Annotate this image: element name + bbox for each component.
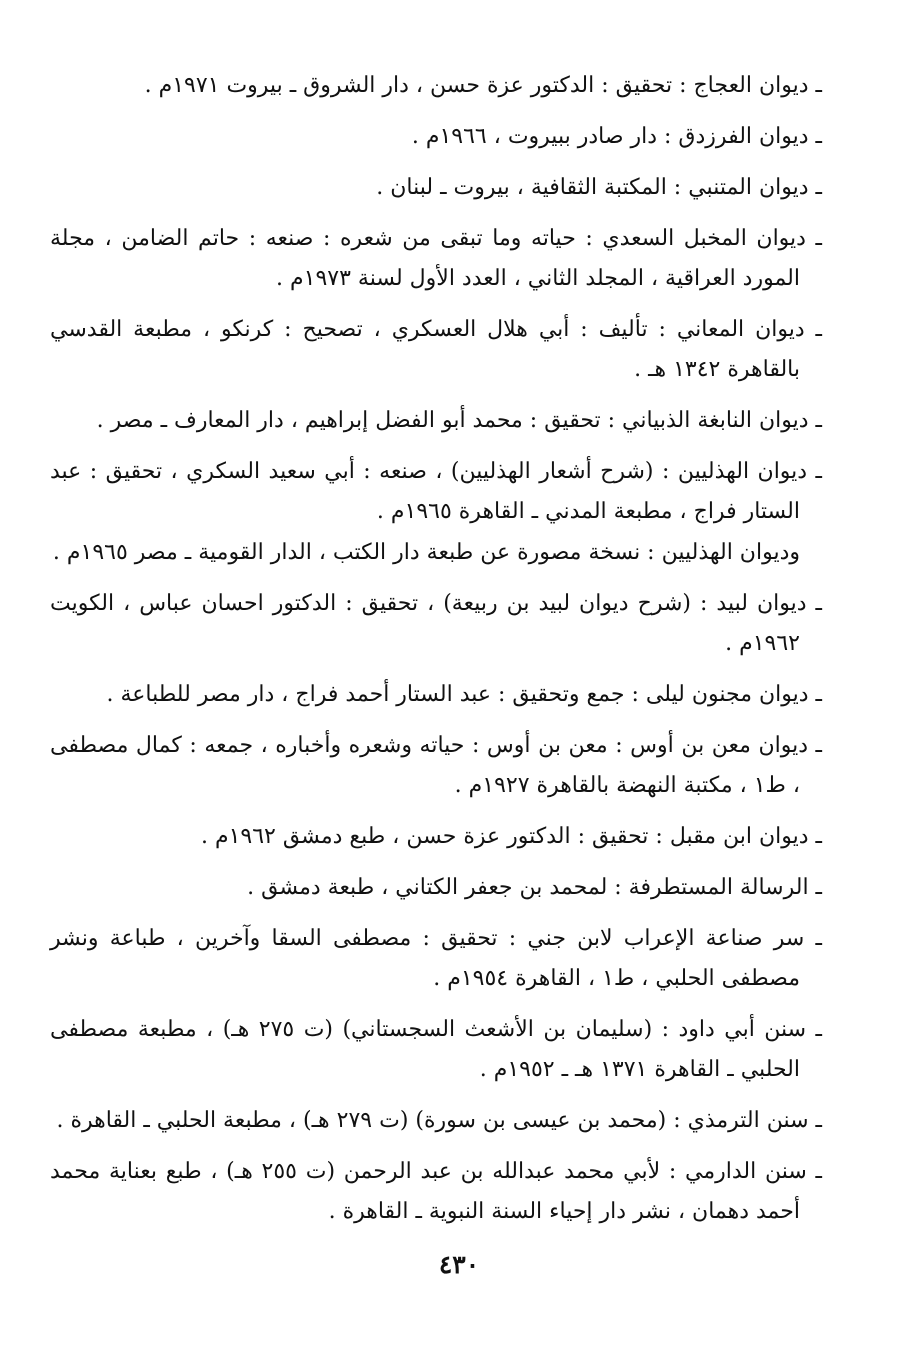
bibliography-entry: ـ ديوان العجاج : تحقيق : الدكتور عزة حسن ، دار الشروق ـ بيروت ١٩٧١م . (144, 73, 822, 98)
bibliography-entry: ـ سنن أبي داود : (سليمان بن الأشعث السجستاني) (ت ٢٧٥ هـ) ، مطبعة مصطفى الحلبي ـ القاهرة ١٣٧١ هـ ـ ١٩٥٢م . (50, 1017, 822, 1082)
page-number: ٤٣٠ (438, 1250, 480, 1279)
bibliography-entry: ـ ديوان معن بن أوس : معن بن أوس : حياته وشعره وأخباره ، جمعه : كمال مصطفى ، ط١ ، مكتبة النهضة بالقاهرة ١٩٢٧م . (50, 733, 822, 798)
bibliography-entry: ـ ديوان المتنبي : المكتبة الثقافية ، بيروت ـ لبنان . (376, 175, 822, 200)
bibliography-entry: ـ سر صناعة الإعراب لابن جني : تحقيق : مصطفى السقا وآخرين ، طباعة ونشر مصطفى الحلبي ، ط١ ، القاهرة ١٩٥٤م . (50, 926, 822, 991)
bibliography-list (50, 66, 822, 1243)
bibliography-entry: ـ ديوان المعاني : تأليف : أبي هلال العسكري ، تصحيح : كرنكو ، مطبعة القدسي بالقاهرة ١٣٤٢ هـ . (50, 317, 822, 382)
bibliography-entry: ـ ديوان النابغة الذبياني : تحقيق : محمد أبو الفضل إبراهيم ، دار المعارف ـ مصر . (96, 408, 822, 433)
bibliography-entry: ـ ديوان المخبل السعدي : حياته وما تبقى من شعره : صنعه : حاتم الضامن ، مجلة المورد العراقية ، المجلد الثاني ، العدد الأول لسنة ١٩٧٣م . (50, 226, 822, 291)
bibliography-entry: ـ ديوان مجنون ليلى : جمع وتحقيق : عبد الستار أحمد فراج ، دار مصر للطباعة . (106, 682, 822, 707)
bibliography-entry: ـ سنن الدارمي : لأبي محمد عبدالله بن عبد الرحمن (ت ٢٥٥ هـ) ، طبع بعناية محمد أحمد دهمان ، نشر دار إحياء السنة النبوية ـ القاهرة . (50, 1159, 822, 1224)
bibliography-entry: ـ ديوان الفرزدق : دار صادر ببيروت ، ١٩٦٦م . (411, 124, 822, 149)
bibliography-entry: ـ ديوان لبيد : (شرح ديوان لبيد بن ربيعة) ، تحقيق : الدكتور احسان عباس ، الكويت ١٩٦٢م . (50, 591, 822, 656)
bibliography-entry: ـ الرسالة المستطرفة : لمحمد بن جعفر الكتاني ، طبعة دمشق . (247, 875, 822, 900)
bibliography-entry: ـ ديوان ابن مقبل : تحقيق : الدكتور عزة حسن ، طبع دمشق ١٩٦٢م . (201, 824, 822, 849)
bibliography-entry: ـ سنن الترمذي : (محمد بن عيسى بن سورة) (ت ٢٧٩ هـ) ، مطبعة الحلبي ـ القاهرة . (56, 1108, 822, 1133)
bibliography-entry-continuation: وديوان الهذليين : نسخة مصورة عن طبعة دار الكتب ، الدار القومية ـ مصر ١٩٦٥م . (52, 540, 800, 565)
bibliography-entry: ـ ديوان الهذليين : (شرح أشعار الهذليين) ، صنعه : أبي سعيد السكري ، تحقيق : عبد الستار فراج ، مطبعة المدني ـ القاهرة ١٩٦٥م . (50, 459, 822, 524)
